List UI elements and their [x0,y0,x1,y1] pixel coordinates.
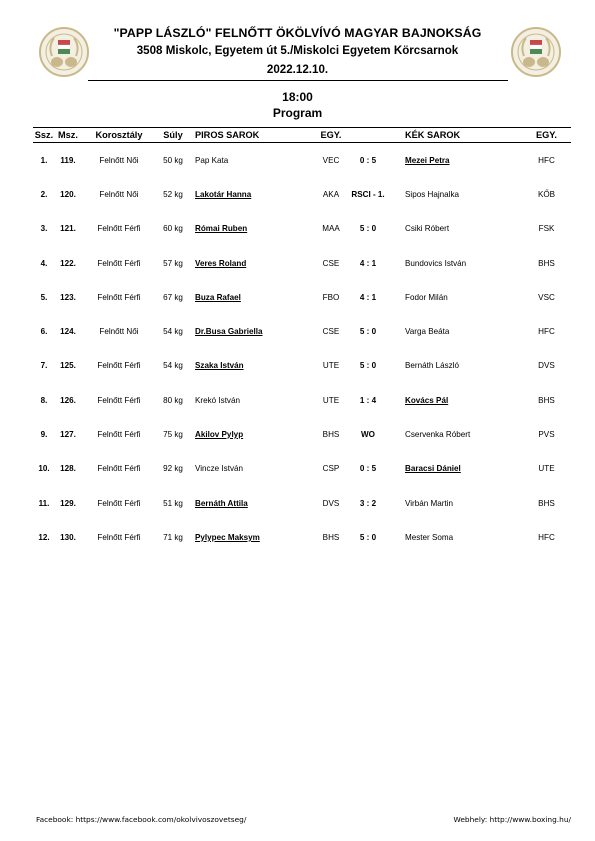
age-category: Felnőtt Női [99,155,139,165]
match-number: 124. [60,327,76,337]
table-row [33,177,571,211]
age-category: Felnőtt Férfi [97,395,141,405]
table-header-row [33,128,571,143]
bout-number: 3. [40,224,48,234]
match-number: 125. [60,361,76,371]
match-number: 123. [60,292,76,302]
session-label: Program [272,106,323,120]
red-corner-boxer: Veres Roland [195,258,247,268]
bout-result: 3 : 2 [359,498,377,508]
bout-number: 11. [38,498,50,508]
red-corner-club: AKA [322,189,340,199]
table-row [33,314,571,348]
red-corner-boxer: Lakotár Hanna [195,189,252,199]
bout-result: RSCI - 1. [351,189,385,199]
weight-class: 50 kg [163,155,183,165]
match-number: 122. [60,258,76,268]
age-category: Felnőtt Férfi [97,430,141,440]
blue-corner-boxer: Varga Beáta [405,327,450,337]
match-number: 129. [60,498,76,508]
red-corner-club: CSP [322,464,340,474]
blue-corner-club: BHS [538,395,555,405]
bout-result: 0 : 5 [359,464,377,474]
age-category: Felnőtt Férfi [97,361,141,371]
bout-result: 0 : 5 [359,155,377,165]
session-time: 18:00 [282,90,313,104]
red-corner-boxer: Pylypec Maksym [195,532,260,542]
venue-address: 3508 Miskolc, Egyetem út 5./Miskolci Egyetem Körcsarnok [136,44,459,57]
red-corner-club: BHS [322,430,340,440]
bout-result: WO [361,430,375,440]
blue-corner-boxer: Mezei Petra [405,155,450,165]
age-category: Felnőtt Férfi [97,224,141,234]
red-corner-boxer: Buza Rafael [195,292,241,302]
table-row [33,417,571,451]
blue-corner-club: BHS [538,498,555,508]
red-corner-boxer: Római Ruben [195,224,248,234]
red-corner-boxer: Vincze István [195,464,243,474]
match-number: 127. [60,430,76,440]
col-header-suly: Súly [157,128,189,143]
bout-number: 10. [38,464,50,474]
weight-class: 51 kg [163,498,183,508]
bout-number: 8. [40,395,48,405]
weight-class: 67 kg [163,292,183,302]
age-category: Felnőtt Férfi [97,258,141,268]
bout-number: 6. [40,327,48,337]
table-body [33,143,571,555]
blue-corner-club: HFC [538,327,555,337]
match-number: 121. [60,224,76,234]
weight-class: 57 kg [163,258,183,268]
weight-class: 75 kg [163,430,183,440]
blue-corner-boxer: Baracsi Dániel [405,464,461,474]
match-number: 128. [60,464,76,474]
red-corner-club: BHS [322,532,340,542]
blue-corner-club: HFC [538,155,555,165]
red-corner-club: DVS [322,498,340,508]
blue-corner-club: DVS [538,361,555,371]
blue-corner-boxer: Cservenka Róbert [405,430,471,440]
match-number: 119. [60,155,76,165]
bout-number: 12. [38,532,50,542]
blue-corner-club: KŐB [537,189,556,199]
blue-corner-boxer: Sipos Hajnalka [405,189,459,199]
table-row [33,452,571,486]
red-corner-boxer: Pap Kata [195,155,229,165]
table-row [33,383,571,417]
table-row [33,212,571,246]
footer-facebook[interactable]: Facebook: https://www.facebook.com/okolvivoszovetseg/ [36,815,247,824]
weight-class: 71 kg [163,532,183,542]
red-corner-club: CSE [322,327,340,337]
blue-corner-club: VSC [538,292,555,302]
red-corner-boxer: Krekó István [195,395,240,405]
blue-corner-club: BHS [538,258,555,268]
footer-website[interactable]: Webhely: http://www.boxing.hu/ [453,815,571,824]
bout-result: 5 : 0 [359,361,377,371]
table-row [33,349,571,383]
age-category: Felnőtt Női [99,327,139,337]
blue-corner-boxer: Fodor Milán [405,292,448,302]
bout-number: 1. [40,155,48,165]
federation-emblem-icon [510,26,562,78]
red-corner-boxer: Szaka István [195,361,244,371]
bout-result: 4 : 1 [359,258,377,268]
age-category: Felnőtt Férfi [97,464,141,474]
event-date: 2022.12.10. [266,63,329,76]
weight-class: 80 kg [163,395,183,405]
blue-corner-club: HFC [538,532,555,542]
blue-corner-boxer: Kovács Pál [405,395,449,405]
col-header-ssz: Ssz. [33,128,55,143]
table-row [33,486,571,520]
bout-number: 4. [40,258,48,268]
table-row [33,246,571,280]
col-header-blue-corner: KÉK SAROK [387,128,522,143]
championship-title: "PAPP LÁSZLÓ" FELNŐTT ÖKÖLVÍVÓ MAGYAR BAJNOKSÁG [113,26,482,40]
col-header-result [349,128,387,143]
red-corner-club: VEC [322,155,340,165]
weight-class: 54 kg [163,361,183,371]
blue-corner-club: UTE [538,464,555,474]
blue-corner-club: PVS [538,430,555,440]
blue-corner-boxer: Virbán Martin [405,498,453,508]
red-corner-club: UTE [322,361,340,371]
red-corner-boxer: Akilov Pylyp [195,430,244,440]
red-corner-club: UTE [322,395,340,405]
bout-number: 2. [40,189,48,199]
match-number: 130. [60,532,76,542]
bout-number: 5. [40,292,48,302]
col-header-red-club: EGY. [313,128,349,143]
table-row [33,280,571,314]
red-corner-boxer: Bernáth Attila [195,498,248,508]
red-corner-boxer: Dr.Busa Gabriella [195,327,263,337]
col-header-blue-club: EGY. [522,128,571,143]
match-number: 120. [60,189,76,199]
match-number: 126. [60,395,76,405]
header-divider [88,80,508,81]
col-header-red-corner: PIROS SAROK [189,128,313,143]
red-corner-club: FBO [322,292,340,302]
blue-corner-boxer: Bundovics István [405,258,467,268]
bout-result: 5 : 0 [359,224,377,234]
bout-result: 4 : 1 [359,292,377,302]
weight-class: 92 kg [163,464,183,474]
age-category: Felnőtt Női [99,189,139,199]
bout-result: 5 : 0 [359,327,377,337]
table-row [33,520,571,554]
federation-emblem-icon [38,26,90,78]
bout-result: 5 : 0 [359,532,377,542]
weight-class: 60 kg [163,224,183,234]
red-corner-club: CSE [322,258,340,268]
page-header [0,0,595,82]
age-category: Felnőtt Férfi [97,498,141,508]
weight-class: 52 kg [163,189,183,199]
age-category: Felnőtt Férfi [97,532,141,542]
col-header-msz: Msz. [55,128,81,143]
red-corner-club: MAA [322,224,340,234]
blue-corner-club: FSK [538,224,555,234]
program-table [33,127,571,555]
table-row [33,143,571,178]
blue-corner-boxer: Mester Soma [405,532,454,542]
bout-number: 9. [40,430,48,440]
age-category: Felnőtt Férfi [97,292,141,302]
col-header-korosztaly: Korosztály [81,128,157,143]
bout-number: 7. [40,361,48,371]
blue-corner-boxer: Bernáth László [405,361,459,371]
weight-class: 54 kg [163,327,183,337]
bout-result: 1 : 4 [359,395,377,405]
blue-corner-boxer: Csiki Róbert [405,224,450,234]
